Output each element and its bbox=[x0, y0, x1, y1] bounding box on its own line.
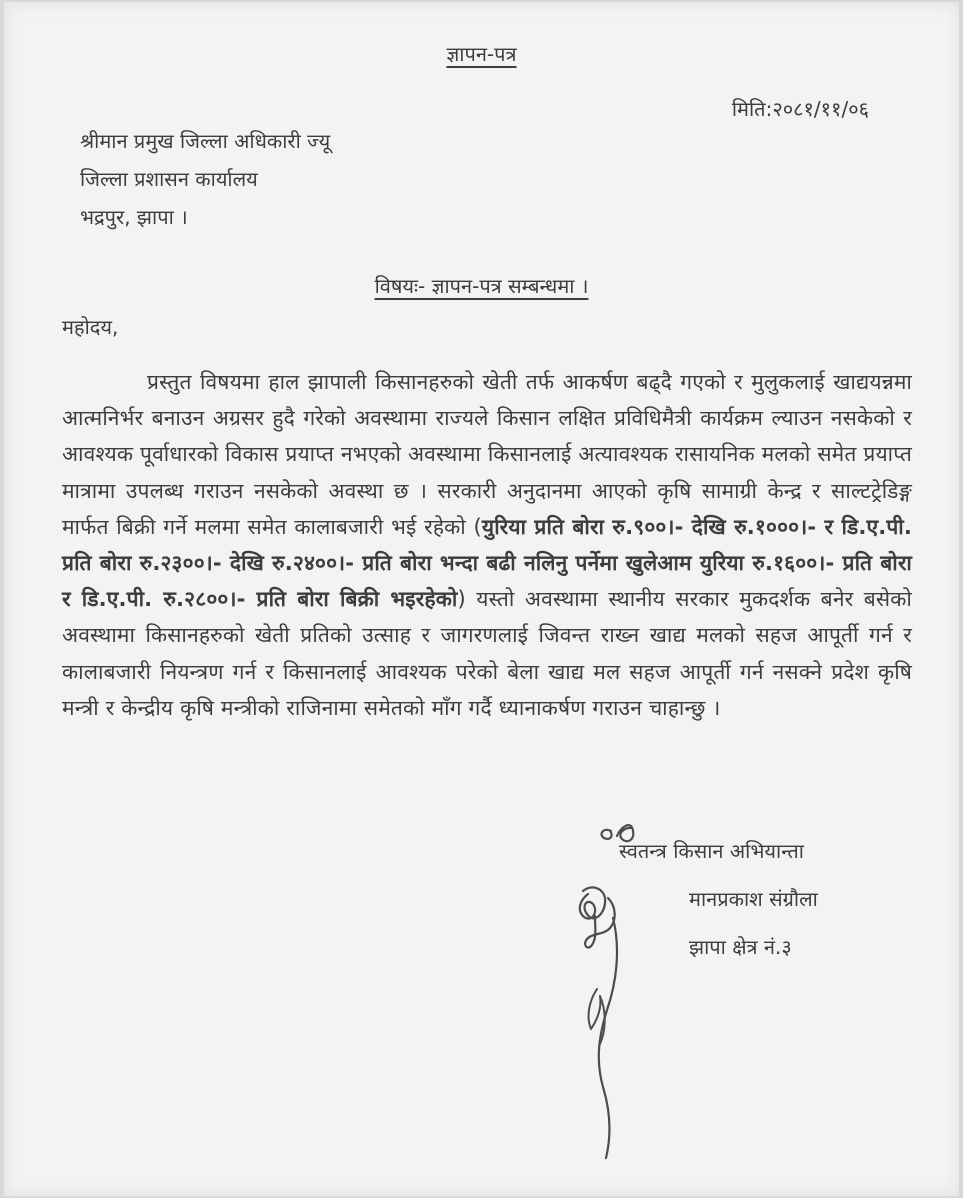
sender-organization: स्वतन्त्र किसान अभियान्ता bbox=[619, 839, 804, 863]
subject-line: विषयः- ज्ञापन-पत्र सम्बन्धमा । bbox=[374, 274, 589, 298]
body-text: प्रस्तुत विषयमा हाल झापाली किसानहरुको खेती तर्फ आकर्षण बढ्दै गएको र मुलुकलाई खाद्ययन्नमा आत्मनिर्भर बनाउन अग्रसर हुदै गरेको अवस्थामा राज्यले किसान लक्षित प्रविधिमैत्री कार्यक्रम ल्याउन नसकेको र आवश्यक पूर्वाधारको विकास प्रयाप्त नभएको अवस्थामा किसानलाई अत्यावश्यक रासायनिक मलको समेत प्रयाप्त मात्रामा उपलब्ध गराउन नसकेको अवस्था छ । सरकारी अनुदानमा आएको कृषि सामाग्री केन्द्र र साल्टट्रेडिङ्ग मार्फत बिक्री गर्ने मलमा समेत कालाबजारी भई रहेको ( bbox=[62, 370, 912, 539]
letter-body bbox=[62, 364, 912, 726]
letter-title: ज्ञापन-पत्र bbox=[446, 42, 517, 66]
recipient-line: श्रीमान प्रमुख जिल्ला अधिकारी ज्यू bbox=[80, 129, 331, 153]
price-details: युरिया प्रति बोरा रु.९००।- देखि रु.१०००।- र डि.ए.पी. प्रति बोरा रु.२३००।- देखि रु.२४००।- प्रति बोरा भन्दा बढी नलिनु पर्नेमा खुलेआम युरिया रु.१६००।- प्रति बोरा र डि.ए.पी. रु.२८००।- प्रति बोरा बिक्री भइरहेको bbox=[62, 514, 912, 612]
recipient-line: जिल्ला प्रशासन कार्यालय bbox=[80, 167, 258, 191]
sender-constituency: झापा क्षेत्र नं.३ bbox=[689, 935, 792, 959]
recipient-line: भद्रपुर, झापा । bbox=[80, 205, 188, 229]
sender-name: मानप्रकाश संग्रौला bbox=[689, 887, 818, 911]
salutation: महोदय, bbox=[62, 315, 119, 339]
body-text: ) यस्तो अवस्थामा स्थानीय सरकार मुकदर्शक बनेर बसेको अवस्थामा किसानहरुको खेती प्रतिको उत्साह र जागरणलाई जिवन्त राख्न खाद्य मलको सहज आपूर्ती गर्न र कालाबजारी नियन्त्रण गर्न र किसानलाई आवश्यक परेको बेला खाद्य मल सहज आपूर्ती गर्न नसक्ने प्रदेश कृषि मन्त्री र केन्द्रीय कृषि मन्त्रीको राजिनामा समेतको माँग गर्दै ध्यानाकर्षण गराउन चाहान्छु । bbox=[62, 587, 912, 720]
recipient-block bbox=[80, 122, 330, 236]
sender-block bbox=[619, 827, 818, 971]
letter-date: मिति:२०८१/११/०६ bbox=[731, 97, 869, 121]
letter-page bbox=[4, 2, 959, 1196]
